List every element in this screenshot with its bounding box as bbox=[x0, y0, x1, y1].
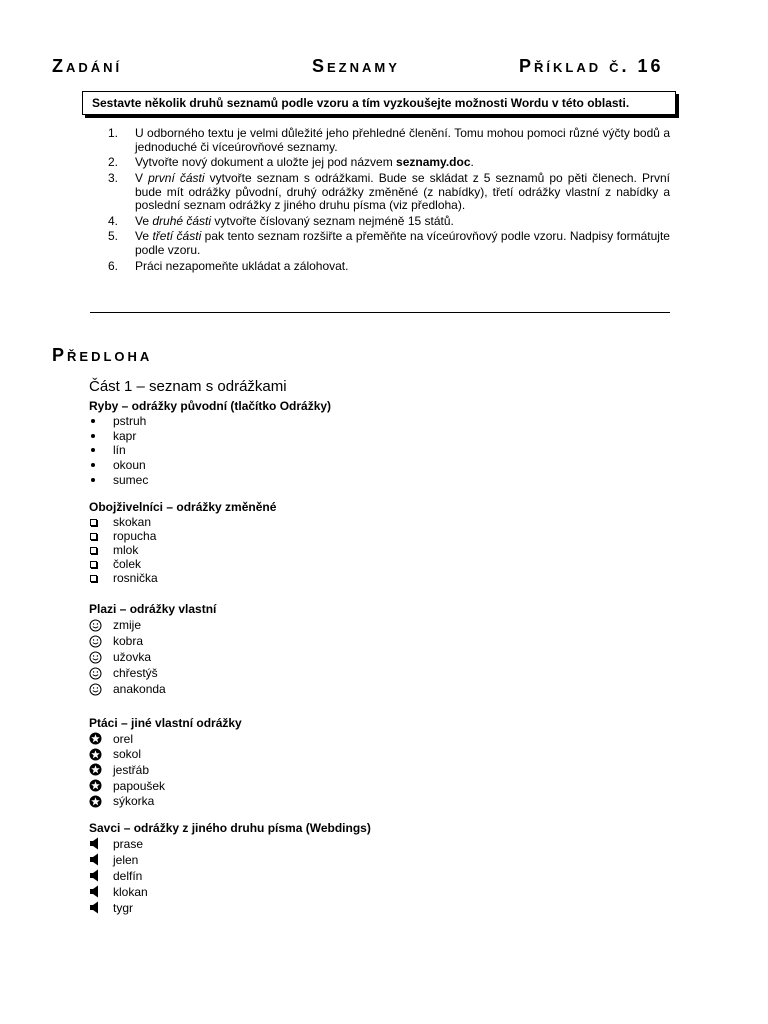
list-item-text: rosnička bbox=[113, 571, 158, 586]
step-1 bbox=[108, 127, 670, 155]
list-item-text: čolek bbox=[113, 557, 142, 572]
list-item-text: sokol bbox=[113, 747, 142, 762]
step-5 bbox=[108, 230, 670, 258]
smiley-icon bbox=[89, 651, 113, 664]
list-item-text: chřestýš bbox=[113, 666, 158, 680]
step-number: 4. bbox=[108, 213, 119, 228]
list-item-text: mlok bbox=[113, 543, 139, 558]
list-item-text: tygr bbox=[113, 900, 134, 915]
list-item-text: zmije bbox=[113, 618, 142, 632]
bullet-dot-icon bbox=[89, 463, 113, 467]
step-2 bbox=[108, 156, 670, 170]
star-circle-icon bbox=[89, 763, 113, 776]
list-item bbox=[89, 443, 331, 458]
list-item-text: jelen bbox=[113, 852, 139, 867]
list-item bbox=[89, 836, 371, 852]
list-item bbox=[89, 543, 276, 557]
step-number: 6. bbox=[108, 258, 119, 273]
list-item bbox=[89, 472, 331, 487]
bullet-dot-icon bbox=[89, 478, 113, 482]
steps-list bbox=[108, 127, 670, 275]
bullet-square-icon bbox=[89, 547, 113, 554]
list-item bbox=[89, 793, 242, 809]
list-group-birds bbox=[89, 716, 242, 809]
list-item-text: sumec bbox=[113, 472, 149, 487]
list-item bbox=[89, 900, 371, 916]
speaker-icon bbox=[89, 901, 113, 914]
list-group-mammals bbox=[89, 821, 371, 915]
list-item bbox=[89, 571, 276, 585]
list-item bbox=[89, 778, 242, 794]
list-item-text: kobra bbox=[113, 634, 144, 648]
step-text: Ve druhé části vytvořte číslovaný seznam nejméně 15 států. bbox=[135, 213, 454, 228]
list-item-text: jestřáb bbox=[113, 762, 150, 777]
bullet-square-icon bbox=[89, 561, 113, 568]
speaker-icon bbox=[89, 885, 113, 898]
step-text: Práci nezapomeňte ukládat a zálohovat. bbox=[135, 258, 349, 273]
bullet-dot-icon bbox=[89, 419, 113, 423]
list-item-text: skokan bbox=[113, 515, 152, 530]
smiley-icon bbox=[89, 683, 113, 696]
step-3 bbox=[108, 172, 670, 213]
list-item bbox=[89, 649, 216, 665]
list-item bbox=[89, 414, 331, 429]
list-item bbox=[89, 515, 276, 529]
step-6 bbox=[108, 260, 670, 274]
speaker-icon bbox=[89, 837, 113, 850]
list-title: Ptáci – jiné vlastní odrážky bbox=[89, 716, 242, 730]
smiley-icon bbox=[89, 619, 113, 632]
list-title: Savci – odrážky z jiného druhu písma (Webdings) bbox=[89, 821, 371, 835]
list-group-fish bbox=[89, 399, 331, 487]
list-item bbox=[89, 617, 216, 633]
list-group-reptiles bbox=[89, 602, 216, 697]
bullet-square-icon bbox=[89, 575, 113, 582]
header-zadani: Zadání bbox=[52, 56, 123, 76]
smiley-icon bbox=[89, 635, 113, 648]
list-item-text: okoun bbox=[113, 458, 146, 473]
list-item-text: prase bbox=[113, 836, 144, 851]
filename: seznamy.doc bbox=[396, 155, 471, 170]
bullet-square-icon bbox=[89, 533, 113, 540]
part-title: Část 1 – seznam s odrážkami bbox=[89, 378, 287, 395]
list-item-text: anakonda bbox=[113, 682, 166, 696]
list-item-text: delfín bbox=[113, 868, 143, 883]
step-text: U odborného textu je velmi důležité jeho přehledné členění. Tomu mohou pomoci různé výčty bodů a jednoduché či víceúrovňové seznamy. bbox=[135, 126, 670, 154]
step-number: 2. bbox=[108, 155, 119, 170]
list-title: Ryby – odrážky původní (tlačítko Odrážky) bbox=[89, 399, 332, 413]
list-item bbox=[89, 868, 371, 884]
list-item bbox=[89, 557, 276, 571]
star-circle-icon bbox=[89, 779, 113, 792]
list-item bbox=[89, 762, 242, 778]
speaker-icon bbox=[89, 853, 113, 866]
bullet-square-icon bbox=[89, 519, 113, 526]
step-number: 3. bbox=[108, 170, 119, 185]
list-item bbox=[89, 852, 371, 868]
step-text: Vytvořte nový dokument a uložte jej pod názvem seznamy.doc. bbox=[135, 155, 474, 170]
list-item-text: ropucha bbox=[113, 529, 157, 544]
list-item-text: užovka bbox=[113, 650, 152, 664]
list-item bbox=[89, 458, 331, 473]
smiley-icon bbox=[89, 667, 113, 680]
list-item bbox=[89, 747, 242, 763]
star-circle-icon bbox=[89, 748, 113, 761]
list-item-text: sýkorka bbox=[113, 794, 155, 809]
list-item bbox=[89, 633, 216, 649]
list-item-text: kapr bbox=[113, 428, 137, 443]
bullet-dot-icon bbox=[89, 448, 113, 452]
step-text: Ve třetí části pak tento seznam rozšiřte a přeměňte na víceúrovňový podle vzoru. Nadpisy formátujte podle vzoru. bbox=[135, 229, 670, 258]
list-title: Obojživelníci – odrážky změněné bbox=[89, 500, 277, 514]
speaker-icon bbox=[89, 869, 113, 882]
step-number: 1. bbox=[108, 126, 119, 140]
list-item-text: lín bbox=[113, 443, 126, 458]
list-item bbox=[89, 529, 276, 543]
step-text: V první části vytvořte seznam s odrážkami. Bude se skládat z 5 seznamů po pěti členech. První bude mít odrážky původní, druhý odrážky změněné (z nabídky), třetí odrážky vlastní z nabídky a poslední seznam odrážky z jiného druhu písma (viz předloha). bbox=[135, 170, 670, 213]
list-item-text: pstruh bbox=[113, 414, 147, 429]
list-item bbox=[89, 731, 242, 747]
star-circle-icon bbox=[89, 732, 113, 745]
step-4 bbox=[108, 215, 670, 229]
header-topic: Seznamy bbox=[312, 56, 400, 76]
list-item bbox=[89, 429, 331, 444]
list-title: Plazi – odrážky vlastní bbox=[89, 602, 217, 616]
list-item bbox=[89, 681, 216, 697]
list-group-amphibians bbox=[89, 500, 276, 585]
star-circle-icon bbox=[89, 795, 113, 808]
task-box: Sestavte několik druhů seznamů podle vzoru a tím vyzkoušejte možnosti Wordu v této oblasti. bbox=[82, 91, 676, 115]
section-title: Předloha bbox=[52, 345, 153, 365]
list-item-text: orel bbox=[113, 731, 134, 746]
list-item-text: papoušek bbox=[113, 778, 166, 793]
list-item-text: klokan bbox=[113, 884, 148, 899]
list-item bbox=[89, 884, 371, 900]
list-item bbox=[89, 665, 216, 681]
bullet-dot-icon bbox=[89, 434, 113, 438]
step-number: 5. bbox=[108, 229, 119, 244]
header-example-number: Příklad č. 16 bbox=[519, 56, 664, 76]
horizontal-rule bbox=[90, 312, 670, 313]
